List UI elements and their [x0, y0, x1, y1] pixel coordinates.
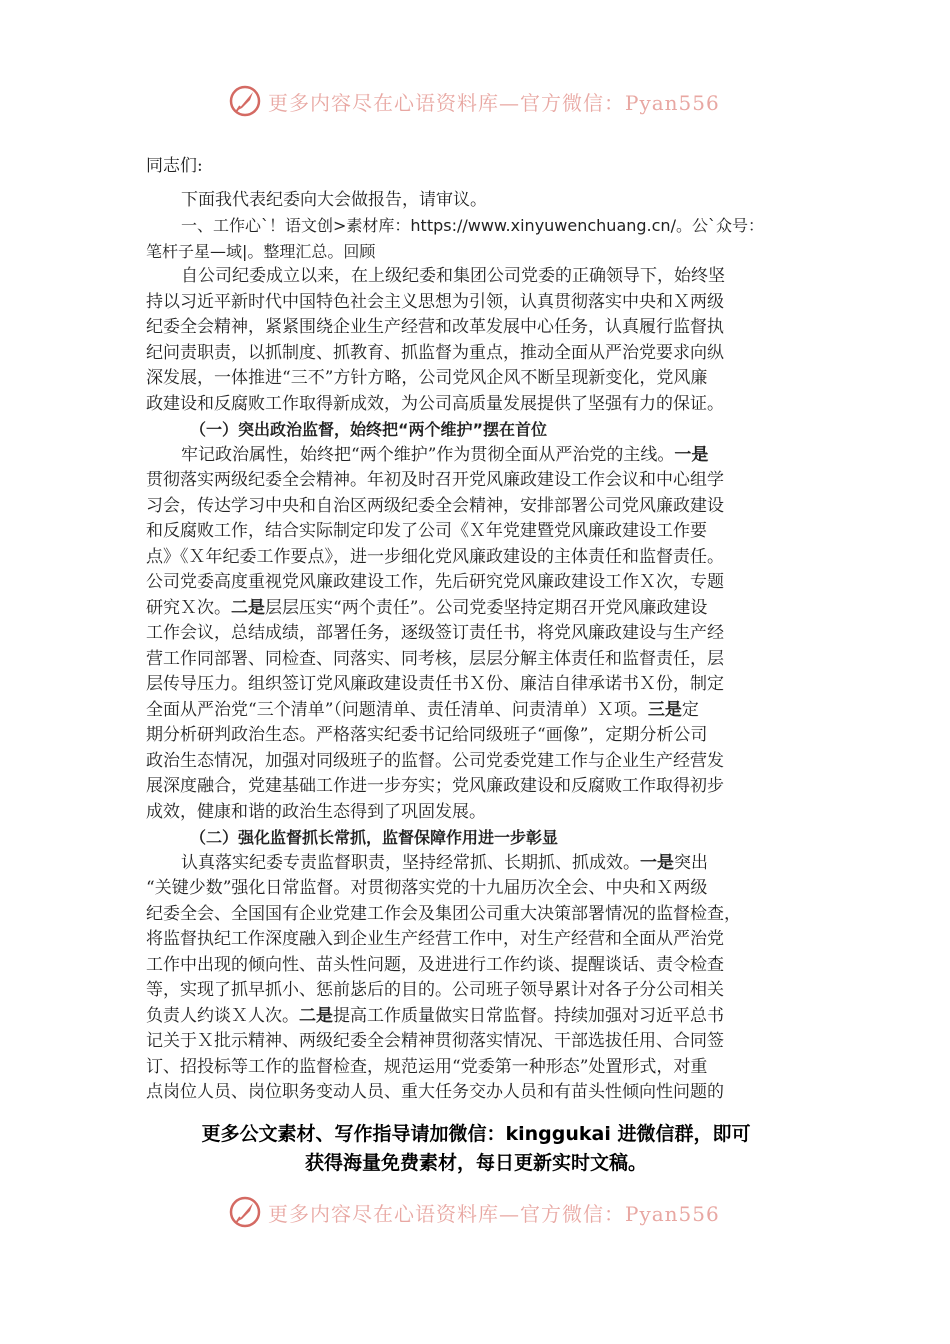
banner-text: 更多内容尽在心语资料库—官方微信：Pyan556	[268, 1201, 720, 1226]
paragraph-line: 将监督执纪工作深度融入到企业生产经营工作中，对生产经营和全面从严治党	[146, 929, 724, 949]
paragraph-line: 工作会议，总结成绩，部署任务，逐级签订责任书，将党风廉政建设与生产经	[146, 623, 724, 643]
paragraph-line: 营工作同部署、同检查、同落实、同考核，层层分解主体责任和监督责任，层	[146, 648, 724, 669]
section-heading-cont: 笔杆子星—域|。整理汇总。回顾	[146, 241, 376, 261]
subsection-heading-2: （二）强化监督抓长常抓，监督保障作用进一步彰显	[190, 828, 559, 847]
salutation: 同志们:	[146, 156, 203, 176]
keyword: 一是	[640, 852, 674, 873]
banner-text: 更多内容尽在心语资料库—官方微信：Pyan556	[268, 90, 720, 115]
paragraph-daily-supervision	[146, 851, 806, 1106]
document-body	[146, 154, 806, 1106]
paragraph-line: 展深度融合，党建基础工作进一步夯实；党风廉政建设和反腐败工作取得初步	[146, 776, 724, 796]
paragraph-line: 政治生态情况，加强对同级班子的监督。公司党委党建工作与企业生产经营发	[146, 750, 724, 771]
section-heading: 一、工作心`！语文创>素材库：https://www.xinyuwenchuang.cn/。公`众号：	[181, 216, 764, 235]
paragraph-line: 全面从严治党“三个清单”（问题清单、责任清单、问责清单）Ｘ项。三是定	[146, 699, 699, 720]
subsection-heading-1: （一）突出政治监督，始终把“两个维护”摆在首位	[190, 420, 548, 439]
paragraph-line: 成效，健康和谐的政治生态得到了巩固发展。	[146, 801, 486, 822]
keyword: 二是	[231, 597, 265, 618]
paragraph-line: 期分析研判政治生态。严格落实纪委书记给同级班子“画像”，定期分析公司	[146, 725, 708, 745]
paragraph-line: 层传导压力。组织签订党风廉政建设责任书Ｘ份、廉洁自律承诺书Ｘ份，制定	[146, 674, 724, 694]
paragraph-line: 订、招投标等工作的监督检查，规范运用“党委第一种形态”处置形式，对重	[146, 1056, 708, 1077]
footer-promo	[146, 1120, 806, 1178]
intro-paragraph: 下面我代表纪委向大会做报告，请审议。	[181, 189, 487, 210]
paragraph-line: 牢记政治属性，始终把“两个维护”作为贯彻全面从严治党的主线。一是	[181, 444, 709, 465]
paragraph-line: 负责人约谈Ｘ人次。二是提高工作质量做实日常监督。持续加强对习近平总书	[146, 1005, 724, 1026]
paragraph-line: 公司党委高度重视党风廉政建设工作，先后研究党风廉政建设工作Ｘ次，专题	[146, 572, 724, 592]
paragraph-line: 记关于Ｘ批示精神、两级纪委全会精神贯彻落实情况、干部选拔任用、合同签	[146, 1031, 724, 1051]
paragraph-line: 习会，传达学习中央和自治区两级纪委全会精神，安排部署公司党风廉政建设	[146, 495, 724, 516]
quill-logo-icon	[228, 1195, 262, 1229]
paragraph-line: 点》《Ｘ年纪委工作要点》，进一步细化党风廉政建设的主体责任和监督责任。	[146, 546, 724, 567]
paragraph-line: 工作中出现的倾向性、苗头性问题，及进进行工作约谈、提醒谈话、责令检查	[146, 954, 724, 975]
paragraph-line: 政建设和反腐败工作取得新成效，为公司高质量发展提供了坚强有力的保证。	[146, 393, 724, 414]
footer-promo-line: 更多公文素材、写作指导请加微信：kinggukai 进微信群，即可	[201, 1123, 751, 1145]
paragraph-line: 认真落实纪委专责监督职责，坚持经常抓、长期抓、抓成效。一是突出	[181, 852, 708, 873]
keyword: 三是	[647, 699, 682, 720]
paragraph-line: 持以习近平新时代中国特色社会主义思想为引领，认真贯彻落实中央和Ｘ两级	[146, 291, 724, 312]
paragraph-line: 贯彻落实两级纪委全会精神。年初及时召开党风廉政建设工作会议和中心组学	[146, 470, 724, 490]
keyword: 二是	[299, 1005, 333, 1026]
paragraph-line: 纪问责职责，以抓制度、抓教育、抓监督为重点，推动全面从严治党要求向纵	[146, 342, 724, 363]
paragraph-line: 纪委全会、全国国有企业党建工作会及集团公司重大决策部署情况的监督检查，	[146, 903, 741, 924]
paragraph-line: 点岗位人员、岗位职务变动人员、重大任务交办人员和有苗头性倾向性问题的	[146, 1082, 724, 1102]
paragraph-line: 研究Ｘ次。二是层层压实“两个责任”。公司党委坚持定期召开党风廉政建设	[146, 597, 708, 618]
footer-banner	[228, 1192, 720, 1232]
quill-logo-icon	[228, 84, 262, 118]
paragraph-line: “关键少数”强化日常监督。对贯彻落实党的十九届历次全会、中央和Ｘ两级	[146, 878, 708, 898]
paragraph-review	[146, 264, 806, 417]
paragraph-line: 纪委全会精神，紧紧围绕企业生产经营和改革发展中心任务，认真履行监督执	[146, 317, 724, 337]
paragraph-line: 等，实现了抓早抓小、惩前毖后的目的。公司班子领导累计对各子分公司相关	[146, 980, 724, 1000]
paragraph-line: 深发展，一体推进“三不”方针方略，公司党风企风不断呈现新变化，党风廉	[146, 368, 708, 388]
paragraph-political-supervision	[146, 443, 806, 826]
paragraph-line: 和反腐败工作，结合实际制定印发了公司《Ｘ年党建暨党风廉政建设工作要	[146, 521, 707, 541]
footer-promo-line: 获得海量免费素材，每日更新实时文稿。	[304, 1152, 647, 1174]
header-banner	[228, 81, 720, 121]
paragraph-line: 自公司纪委成立以来，在上级纪委和集团公司党委的正确领导下，始终坚	[181, 266, 725, 286]
keyword: 一是	[674, 444, 709, 465]
